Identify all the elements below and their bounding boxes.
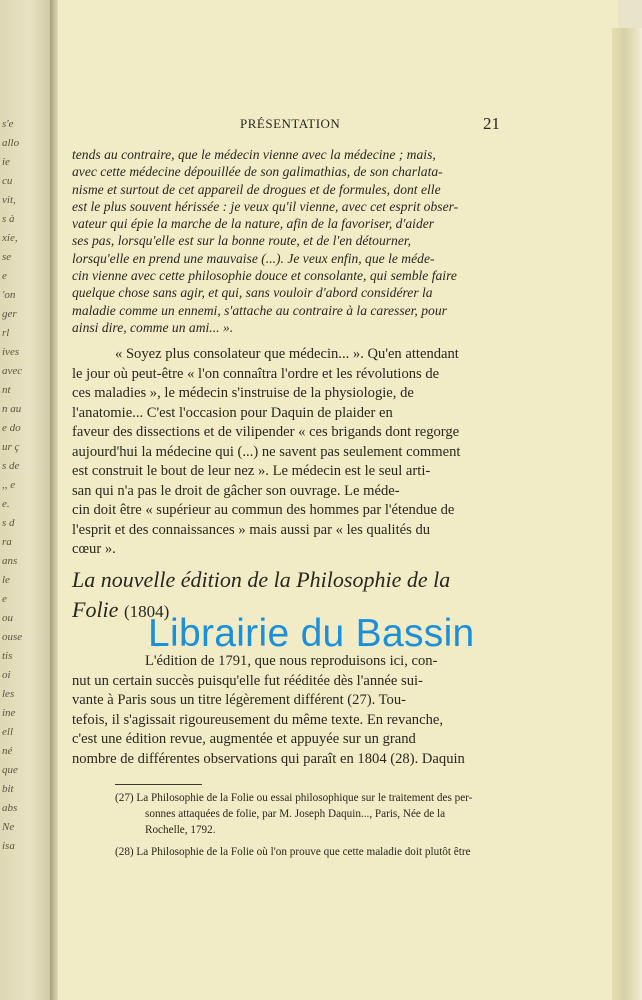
left-page-fragment: n au [2,403,22,415]
left-page-fragment: né [2,745,13,757]
left-page-fragment: e [2,270,7,282]
left-page-fragment: ell [2,726,13,738]
paragraph-line: cin doit être « supérieur au commun des hommes par l'étendue de [72,502,455,518]
quote-line: nisme et surtout de cet appareil de drogues et de formules, dont elle [72,181,441,197]
paragraph-line: vante à Paris sous un titre légèrement différent (27). Tou- [72,692,406,708]
quote-line: cin vienne avec cette philosophie douce et consolante, qui semble faire [72,268,457,284]
left-page-fragment: les [2,688,15,700]
quote-line: maladie comme un ennemi, s'attache au contraire à la caresser, pour [72,302,447,318]
left-page-fragment: 'on [2,289,16,301]
quote-line: tends au contraire, que le médecin vienne avec la médecine ; mais, [72,147,436,162]
left-page-fragment: isa [2,840,15,852]
left-page-fragment: se [2,251,12,263]
page-number: 21 [483,114,500,133]
footnote-line: (27) La Philosophie de la Folie ou essai philosophique sur le traitement des per- [115,792,473,804]
left-page-fragment: s d [2,517,15,529]
footnote-line: (28) La Philosophie de la Folie où l'on prouve que cette maladie doit plutôt être [115,846,471,858]
left-page-fragment: ans [2,555,18,567]
left-page-fragment: vit, [2,194,16,206]
quote-line: ses pas, lorsqu'elle est sur la bonne route, et de l'en détourner, [72,233,412,249]
quote-line: quelque chose sans agir, et qui, sans vouloir d'abord considérer la [72,285,433,301]
paragraph-line: nut un certain succès puisqu'elle fut rééditée dès l'année sui- [72,672,423,689]
left-page-fragment: e [2,593,7,605]
left-page-fragment: s'e [2,118,14,130]
quote-line: est le plus souvent hérissée : je veux qu'il vienne, avec cet esprit obser- [72,198,459,214]
left-page-fragment: que [2,764,18,776]
paragraph-line: « Soyez plus consolateur que médecin... ». Qu'en attendant [115,346,459,362]
body-paragraph [72,652,508,769]
quote-line: avec cette médecine dépouillée de son galimathias, de son charlata- [72,164,443,180]
section-title-line1: La nouvelle édition de la Philosophie de la [72,567,451,592]
watermark: Librairie du Bassin [148,612,475,655]
left-page-fragment: e do [2,422,21,434]
left-page-fragment: xie, [2,232,18,244]
left-page-fragment: ger [2,308,17,320]
left-page-fragment: nt [2,384,11,396]
quote-line: ainsi dire, comme un ami... ». [72,319,234,335]
quote-line: lorsqu'elle en prend une mauvaise (...). Je veux enfin, que le méde- [72,250,435,266]
paragraph-line: faveur des dissections et de vilipender « ces brigands dont regorge [72,424,460,440]
footnote-28 [115,844,508,860]
left-page-fragment: s à [2,213,15,225]
left-page-fragment: avec [2,365,23,377]
footnotes [115,790,508,866]
left-page-fragment: allo [2,137,20,149]
paragraph-line: ces maladies », le médecin s'instruise de la physiologie, de [72,385,414,401]
body-paragraph [72,345,508,560]
left-page-fragment: e. [2,498,10,510]
paragraph-line: L'édition de 1791, que nous reproduisons ici, con- [145,653,438,669]
section-title-line2: Folie [72,597,119,622]
left-page-fragment: le [2,574,10,586]
section-year: (1804) [123,602,170,621]
left-page-fragment: ou [2,612,13,624]
left-page-fragment: abs [2,802,18,814]
left-page-fragment: cu [2,175,13,187]
paragraph-line: c'est une édition revue, augmentée et appuyée sur un grand [72,731,416,747]
left-page-fragment: ur ç [2,441,20,453]
left-page-edge [0,0,54,1000]
running-header: PRÉSENTATION [240,116,341,131]
footnote-rule [115,784,202,785]
footnote-line: sonnes attaquées de folie, par M. Joseph Daquin..., Paris, Née de la [145,808,446,820]
left-page-fragment: ouse [2,631,23,643]
paragraph-line: est construit le bout de leur nez ». Le médecin est le seul arti- [72,463,431,479]
left-page-fragment: oi [2,669,11,681]
left-page-fragment: ra [2,536,12,548]
left-page-fragment: tis [2,650,13,662]
left-page-fragment: ives [2,346,20,358]
left-page-fragment: ine [2,707,16,719]
footnote-27 [115,790,508,838]
left-page-fragment: rl [2,327,10,339]
paragraph-line: san qui n'a pas le droit de gâcher son ouvrage. Le méde- [72,482,400,499]
paragraph-line: nombre de différentes observations qui paraît en 1804 (28). Daquin [72,750,465,767]
paragraph-line: l'anatomie... C'est l'occasion pour Daquin de plaider en [72,404,393,421]
paragraph-line: le jour où peut-être « l'on connaîtra l'ordre et les révolutions de [72,365,440,382]
left-page-fragment: ,, e [2,479,16,491]
paragraph-line: tefois, il s'agissait rigoureusement du même texte. En revanche, [72,711,444,728]
left-page-fragment: Ne [2,821,15,833]
page-edges-right [612,28,642,1000]
quoted-passage [72,146,508,336]
paragraph-line: aujourd'hui la médecine qui (...) ne savent pas seulement comment [72,443,461,460]
left-page-fragment: bit [2,783,14,795]
paragraph-line: l'esprit et des connaissances » mais aussi par « les qualités du [72,521,431,538]
footnote-line: Rochelle, 1792. [145,824,216,836]
left-page-fragment: ie [2,156,10,168]
quote-line: vateur qui épie la marche de la nature, afin de la favoriser, d'aider [72,216,435,232]
paragraph-line: cœur ». [72,541,116,557]
left-page-fragment: s de [2,460,20,472]
